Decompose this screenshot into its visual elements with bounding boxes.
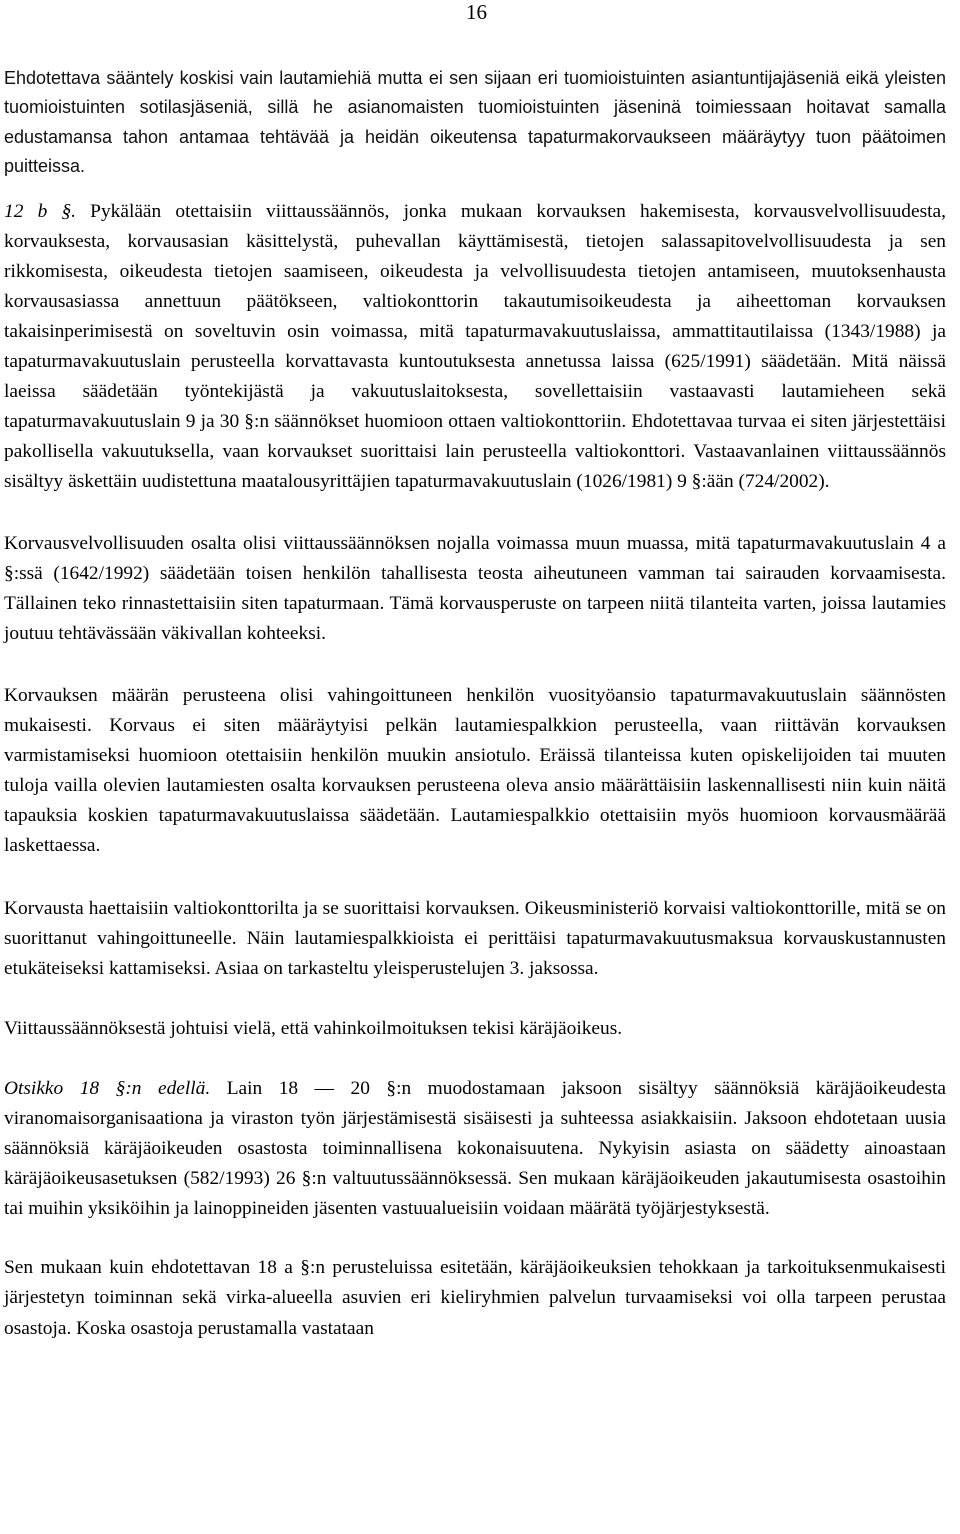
- paragraph-notification: Viittaussäännöksestä johtuisi vielä, että vahinkoilmoituksen tekisi käräjäoikeus.: [4, 1017, 623, 1039]
- page-number: 16: [466, 0, 487, 24]
- section-body-12b: Pykälään otettaisiin viittaussäännös, jonka mukaan korvauksen hakemisesta, korvausvelvollisuudesta, korvauksesta, korvausasian käsittelystä, puhevallan käyttämisestä, tietojen salassapitovelvollisuudesta ja sen rikkomisesta, oikeudesta tietojen saamiseen, oikeudesta ja velvollisuudesta tietojen antamiseen, muutoksenhausta korvausasiassa annettuun päätökseen, valtiokonttorin takautumisoikeudesta ja aiheettoman korvauksen takaisinperimisestä on soveltuvin osin voimassa, mitä tapaturmavakuutuslaissa, ammattitautilaissa (1343/1988) ja tapaturmavakuutuslain perusteella korvattavasta kuntoutuksesta annetussa laissa (625/1991) säädetään. Mitä näissä laeissa säädetään työntekijästä ja vakuutuslaitoksesta, sovellettaisiin vastaavasti lautamieheen sekä tapaturmavakuutuslain 9 ja 30 §:n säännökset huomioon ottaen valtiokonttoriin. Ehdotettavaa turvaa ei siten järjestettäisi pakollisella vakuutuksella, vaan korvaukset suorittaisi lain perusteella valtiokonttori. Vastaavanlainen viittaussäännös sisältyy äskettäin uudistettuna maatalousyrittäjien tapaturmavakuutuslain (1026/1981) 9 §:ään (724/2002).: [4, 200, 946, 493]
- paragraph-application: Korvausta haettaisiin valtiokonttorilta ja se suorittaisi korvauksen. Oikeusministeriö korvaisi valtiokonttorille, mitä se on suorittanut vahingoittuneelle. Näin lautamiespalkkioista ei perittäisi tapaturmavakuutusmaksua korvauskustannusten etukäteiseksi kattamiseksi. Asiaa on tarkasteltu yleisperustelujen 3. jaksossa.: [4, 897, 946, 979]
- section-body-18: Lain 18 — 20 §:n muodostamaan jaksoon sisältyy säännöksiä käräjäoikeudesta viranomaisorganisaationa ja viraston työn järjestämisestä sisäisesti ja suhteessa asiakkaisiin. Jaksoon ehdotetaan uusia säännöksiä käräjäoikeuden osastosta toiminnallisena kokonaisuutena. Nykyisin asiasta on säädetty ainoastaan käräjäoikeusasetuksen (582/1993) 26 §:n valtuutussäännöksessä. Sen mukaan käräjäoikeuden jakautumisesta osastoihin tai muihin yksiköihin ja lainoppineiden jäsenten vastuualueisiin voidaan määrätä työjärjestyksestä.: [4, 1077, 946, 1220]
- paragraph-amount: Korvauksen määrän perusteena olisi vahingoittuneen henkilön vuosityöansio tapaturmavakuutuslain säännösten mukaisesti. Korvaus ei siten määräytyisi pelkän lautamiespalkkion perusteella, vaan riittävän korvauksen varmistamiseksi huomioon otettaisiin henkilön muukin ansiotulo. Eräissä tilanteissa kuten opiskelijoiden tai muuten tuloja vailla olevien lautamiesten osalta korvauksen perusteena oleva ansio määrättäisiin laskennallisesti niin kuin näitä tapauksia koskien tapaturmavakuutuslaissa säädetään. Lautamiespalkkio otettaisiin myös huomioon korvausmäärää laskettaessa.: [4, 684, 946, 857]
- document-body: [4, 64, 946, 1344]
- paragraph-section-12b: [4, 197, 946, 498]
- paragraph-liability: Korvausvelvollisuuden osalta olisi viittaussäännöksen nojalla voimassa muun muassa, mitä tapaturmavakuutuslain 4 a §:ssä (1642/1992) säädetään toisen henkilön tahallisesta teosta aiheutuneen vamman tai sairauden korvaamisesta. Tällainen teko rinnastettaisiin siten tapaturmaan. Tämä korvausperuste on tarpeen niitä tilanteita varten, joissa lautamies joutuu tehtävässään väkivallan kohteeksi.: [4, 532, 946, 644]
- section-heading-18: Otsikko 18 §:n edellä.: [4, 1077, 211, 1099]
- paragraph-intro: Ehdotettava sääntely koskisi vain lautamiehiä mutta ei sen sijaan eri tuomioistuinten asiantuntijajäseniä eikä yleisten tuomioistuinten sotilasjäseniä, sillä he asianomaisten tuomioistuinten jäseninä toimiessaan hoitavat samalla edustamansa tahon antamaa tehtävää ja heidän oikeutensa tapaturmakorvaukseen määräytyy tuon päätoimen puitteissa.: [4, 68, 946, 177]
- paragraph-heading-18: [4, 1074, 946, 1224]
- section-heading-12b: 12 b §.: [4, 200, 76, 222]
- paragraph-departments: Sen mukaan kuin ehdotettavan 18 a §:n perusteluissa esitetään, käräjäoikeuksien tehokkaan ja tarkoituksenmukaisesti järjestetyn toiminnan sekä virka-alueella asuvien eri kieliryhmien palvelun turvaamiseksi voi olla tarpeen perustaa osastoja. Koska osastoja perustamalla vastataan: [4, 1257, 946, 1339]
